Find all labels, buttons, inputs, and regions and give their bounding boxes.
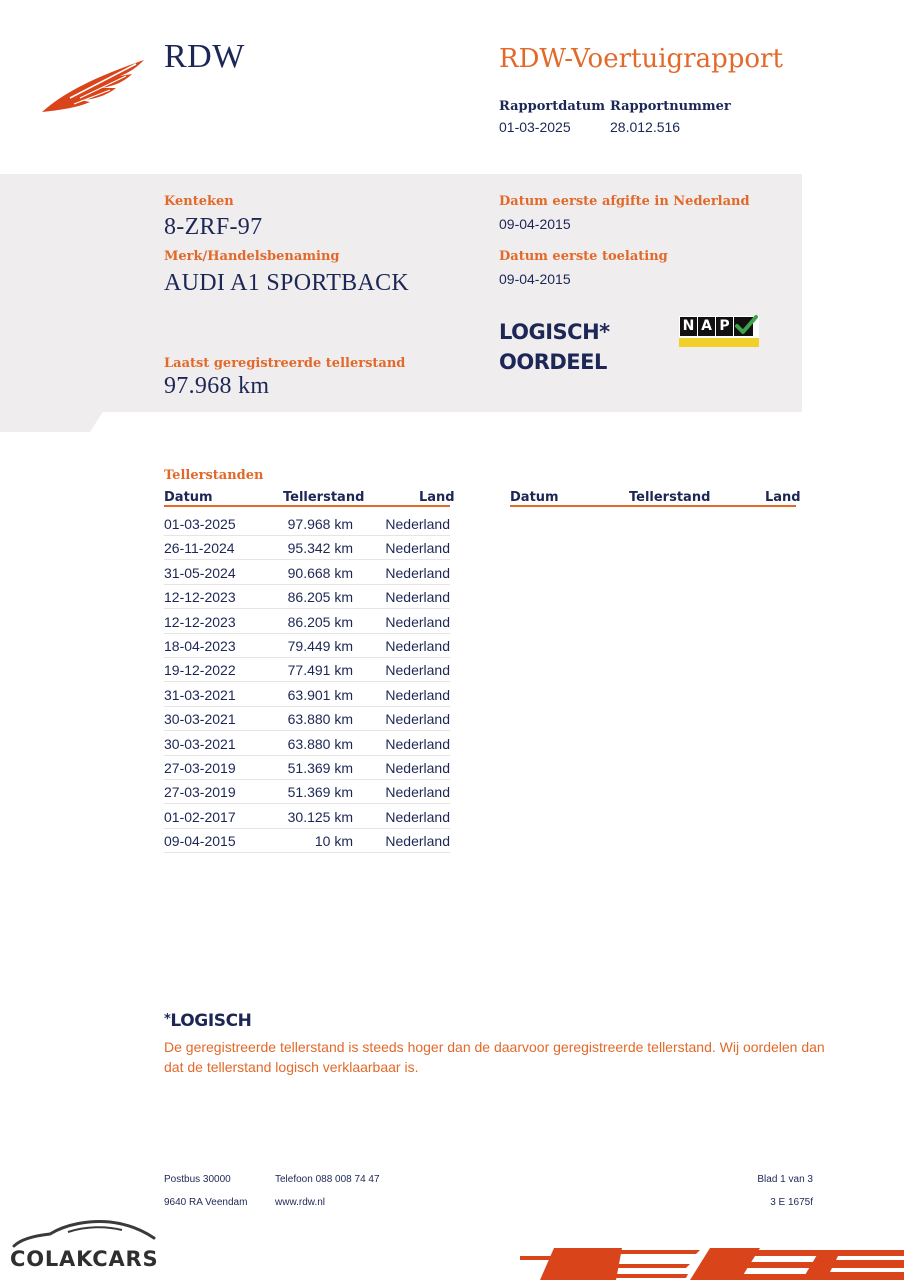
decorative-stripes xyxy=(520,1244,904,1280)
table-row xyxy=(164,535,450,560)
row-odometer: 30.125 km xyxy=(287,808,353,825)
row-odometer: 90.668 km xyxy=(287,564,353,581)
row-country: Nederland xyxy=(385,784,450,801)
row-date: 26-11-2024 xyxy=(164,540,235,557)
note-heading xyxy=(164,1011,252,1031)
row-odometer: 63.880 km xyxy=(287,711,353,728)
table-row xyxy=(164,682,450,707)
row-odometer: 79.449 km xyxy=(287,638,353,654)
row-country: Nederland xyxy=(385,540,450,557)
vehicle-make: AUDI A1 SPORTBACK xyxy=(164,270,410,296)
row-country: Nederland xyxy=(385,662,450,679)
nap-letter-p: P xyxy=(716,317,733,336)
nap-letter-n: N xyxy=(680,317,697,336)
report-date: 01-03-2025 xyxy=(499,119,571,135)
row-country: Nederland xyxy=(385,589,450,606)
col-header-date-right: Datum xyxy=(510,490,559,505)
table-row xyxy=(164,657,450,682)
nap-letter-a: A xyxy=(698,317,715,336)
rdw-logo-icon xyxy=(40,58,148,114)
odometer-value: 97.968 km xyxy=(164,373,270,399)
license-plate: 8-ZRF-97 xyxy=(164,214,263,240)
note-heading-text: LOGISCH xyxy=(170,1011,252,1031)
row-date: 18-04-2023 xyxy=(164,638,236,654)
brand-name: RDW xyxy=(164,38,245,75)
dealer-watermark: COLAKCARS xyxy=(10,1247,159,1271)
row-date: 27-03-2019 xyxy=(164,784,236,801)
row-country: Nederland xyxy=(385,638,450,654)
first-issue-date: 09-04-2015 xyxy=(499,216,571,232)
first-issue-label: Datum eerste afgifte in Nederland xyxy=(499,194,750,209)
row-date: 31-03-2021 xyxy=(164,686,236,703)
row-odometer: 95.342 km xyxy=(287,540,353,557)
row-country: Nederland xyxy=(385,564,450,581)
row-odometer: 86.205 km xyxy=(287,589,353,606)
row-country: Nederland xyxy=(385,833,450,850)
row-date: 01-03-2025 xyxy=(164,516,236,532)
table-header-rule xyxy=(164,505,450,507)
col-header-date: Datum xyxy=(164,490,213,505)
table-row xyxy=(164,560,450,585)
verdict-line-2: OORDEEL xyxy=(499,350,607,374)
table-row xyxy=(164,706,450,731)
row-odometer: 51.369 km xyxy=(287,784,353,801)
footer-phone: Telefoon 088 008 74 47 xyxy=(275,1174,380,1185)
row-country: Nederland xyxy=(385,760,450,776)
plate-label: Kenteken xyxy=(164,194,234,209)
footer-page-number: Blad 1 van 3 xyxy=(757,1174,813,1185)
table-row xyxy=(164,584,450,609)
row-country: Nederland xyxy=(385,516,450,532)
table-row xyxy=(164,828,450,853)
note-asterisk: * xyxy=(164,1012,171,1027)
table-row xyxy=(164,609,450,634)
make-label: Merk/Handelsbenaming xyxy=(164,249,340,264)
row-country: Nederland xyxy=(385,711,450,728)
row-odometer: 63.901 km xyxy=(287,686,353,703)
report-date-label: Rapportdatum xyxy=(499,99,605,114)
verdict-line-1: LOGISCH* xyxy=(499,320,610,344)
row-odometer: 51.369 km xyxy=(287,760,353,776)
table-title: Tellerstanden xyxy=(164,468,264,483)
first-admission-label: Datum eerste toelating xyxy=(499,249,668,264)
report-number-label: Rapportnummer xyxy=(610,99,731,114)
row-date: 31-05-2024 xyxy=(164,564,236,581)
report-number: 28.012.516 xyxy=(610,119,681,135)
row-date: 19-12-2022 xyxy=(164,662,236,679)
row-date: 12-12-2023 xyxy=(164,613,236,630)
row-odometer: 63.880 km xyxy=(287,735,353,752)
car-silhouette-icon xyxy=(10,1218,158,1248)
row-country: Nederland xyxy=(385,613,450,630)
note-text-line-2: dat de tellerstand logisch verklaarbaar is. xyxy=(164,1059,419,1075)
col-header-odometer-right: Tellerstand xyxy=(629,490,711,505)
table-row xyxy=(164,755,450,780)
table-row xyxy=(164,804,450,829)
nap-badge xyxy=(679,316,759,347)
odometer-label: Laatst geregistreerde tellerstand xyxy=(164,356,406,371)
first-admission-date: 09-04-2015 xyxy=(499,271,571,287)
col-header-country: Land xyxy=(419,490,455,505)
footer-website[interactable]: www.rdw.nl xyxy=(275,1197,326,1208)
col-header-country-right: Land xyxy=(765,490,801,505)
row-odometer: 10 km xyxy=(314,833,353,850)
row-country: Nederland xyxy=(385,686,450,703)
row-date: 30-03-2021 xyxy=(164,711,236,728)
footer-postbus: Postbus 30000 xyxy=(164,1174,231,1185)
footer-document-code: 3 E 1675f xyxy=(770,1197,813,1208)
row-odometer: 97.968 km xyxy=(287,516,353,532)
footer-address: 9640 RA Veendam xyxy=(164,1197,248,1208)
note-text-line-1: De geregistreerde tellerstand is steeds hoger dan de daarvoor geregistreerde tellerstand. Wij oordelen dan xyxy=(164,1039,825,1055)
row-date: 01-02-2017 xyxy=(164,808,236,825)
table-header-rule-right xyxy=(510,505,796,507)
row-country: Nederland xyxy=(385,808,450,825)
row-country: Nederland xyxy=(385,735,450,752)
row-date: 27-03-2019 xyxy=(164,760,236,776)
col-header-odometer: Tellerstand xyxy=(283,490,365,505)
panel-tab-shape xyxy=(0,410,104,432)
row-date: 09-04-2015 xyxy=(164,833,236,850)
table-row xyxy=(164,633,450,658)
table-row xyxy=(164,731,450,756)
table-row xyxy=(164,511,450,536)
checkmark-icon xyxy=(734,314,758,336)
row-odometer: 77.491 km xyxy=(287,662,353,679)
row-date: 12-12-2023 xyxy=(164,589,236,606)
table-row xyxy=(164,779,450,804)
row-odometer: 86.205 km xyxy=(287,613,353,630)
report-title: RDW-Voertuigrapport xyxy=(499,44,783,74)
row-date: 30-03-2021 xyxy=(164,735,236,752)
